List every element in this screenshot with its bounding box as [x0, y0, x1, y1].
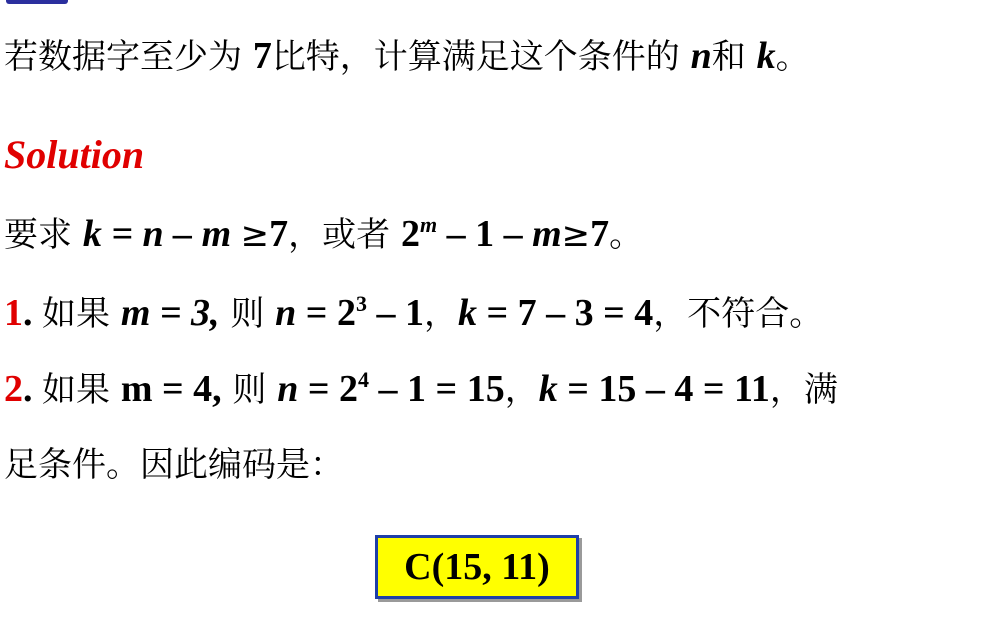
step-2-equals-two: = 2 [298, 368, 359, 410]
step-1-condition: m = 3, [120, 292, 220, 334]
requirement-seven: 7 [269, 213, 289, 255]
requirement-expression: k = n – m [82, 213, 241, 255]
question-n: n [690, 35, 712, 77]
requirement-prefix: 要求 [4, 215, 83, 255]
requirement-end: 。 [609, 215, 644, 255]
step-1-exponent: 3 [355, 291, 367, 316]
step-1-rest: – 1 [366, 292, 424, 334]
step-2-line [4, 367, 838, 412]
question-k: k [756, 35, 776, 77]
step-2-dot: . [23, 368, 42, 410]
step-1-equals-two: = 2 [296, 292, 356, 334]
requirement-ge-sign-2: ≥ [561, 215, 591, 255]
requirement-ge-sign: ≥ [240, 215, 270, 255]
step-1-k: k [457, 292, 477, 334]
requirement-two: 2 [400, 213, 420, 255]
requirement-seven-2: 7 [590, 213, 610, 255]
step-1-calculation: = 7 – 3 = 4 [476, 292, 654, 334]
step-2-continuation: 足条件。因此编码是： [4, 445, 344, 485]
step-1-result: ，不符合。 [653, 294, 824, 334]
step-2-continuation-line [4, 442, 344, 487]
step-1-n: n [275, 292, 297, 334]
requirement-exponent-m: m [419, 212, 438, 237]
step-2-result: ，满 [769, 370, 838, 410]
step-2-calculation: = 15 – 4 = 11 [557, 368, 770, 410]
question-end: 。 [775, 37, 810, 77]
step-1-if: 如果 [42, 294, 121, 334]
top-decoration-bar [6, 0, 68, 4]
requirement-line [4, 212, 643, 257]
solution-label: Solution [4, 132, 145, 177]
step-2-then: 则 [221, 370, 278, 410]
step-2-n: n [277, 368, 299, 410]
step-2-if: 如果 [42, 370, 121, 410]
step-2-comma: ， [504, 370, 539, 410]
requirement-m: m [532, 213, 562, 255]
answer-text: C(15, 11) [404, 546, 550, 588]
question-line [4, 34, 810, 79]
step-2-number: 2 [4, 368, 23, 410]
step-1-line [4, 291, 823, 336]
solution-heading [4, 133, 144, 178]
requirement-or: ，或者 [288, 215, 401, 255]
question-prefix: 若数据字至少为 [4, 37, 253, 77]
step-1-dot: . [23, 292, 42, 334]
question-and: 和 [711, 37, 757, 77]
step-2-k: k [538, 368, 558, 410]
question-middle: 比特，计算满足这个条件的 [271, 37, 691, 77]
step-2-rest: – 1 = 15 [369, 368, 505, 410]
requirement-minus-one: – 1 – [437, 213, 533, 255]
step-1-then: 则 [219, 294, 276, 334]
step-2-exponent: 4 [358, 367, 370, 392]
step-1-number: 1 [4, 292, 23, 334]
step-1-comma: ， [423, 294, 458, 334]
answer-box [375, 535, 579, 599]
step-2-condition: m = 4, [120, 368, 222, 410]
question-seven: 7 [252, 35, 272, 77]
